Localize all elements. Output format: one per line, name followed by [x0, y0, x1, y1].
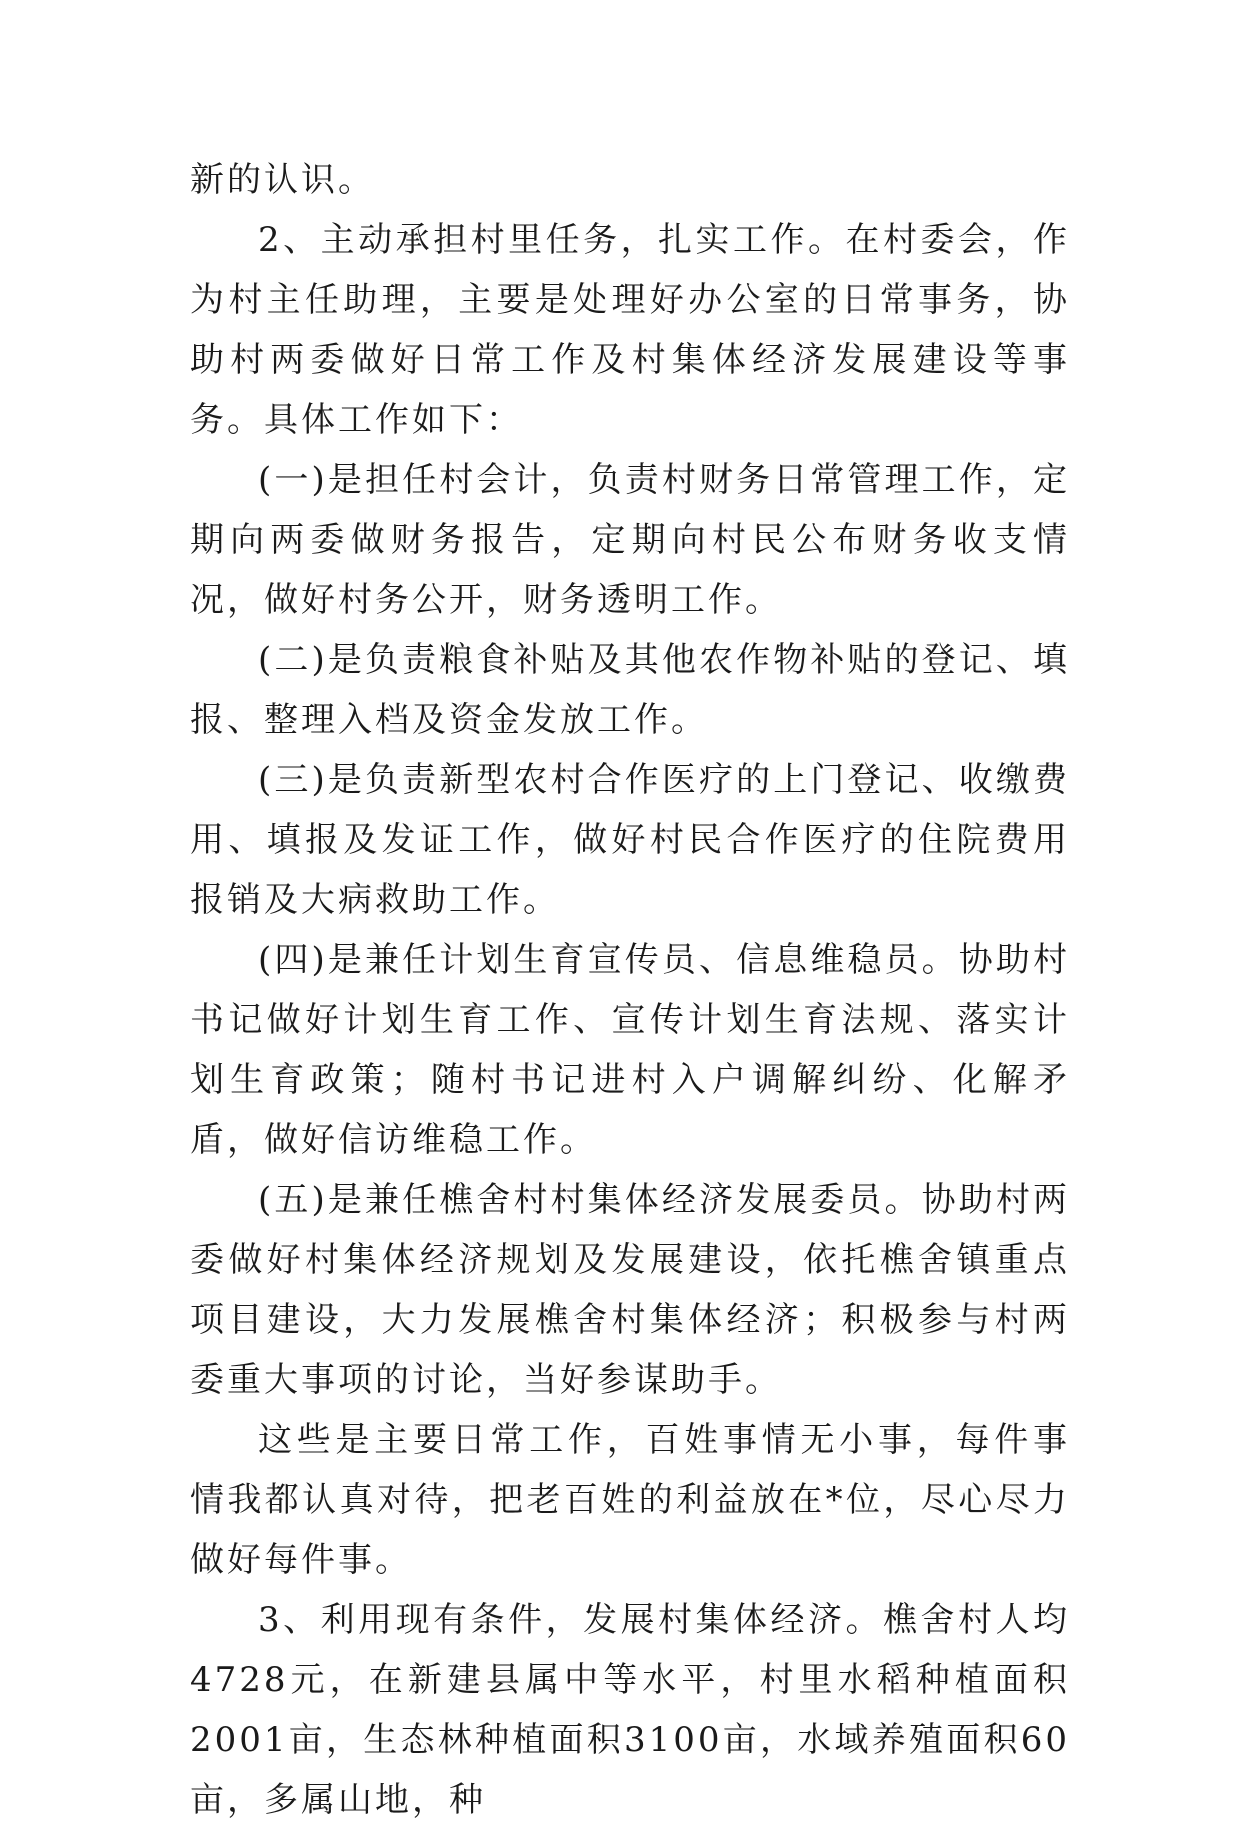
paragraph-6: (五)是兼任樵舍村村集体经济发展委员。协助村两委做好村集体经济规划及发展建设，依托樵舍镇重点项目建设，大力发展樵舍村集体经济；积极参与村两委重大事项的讨论，当好参谋助手。 [190, 1180, 1070, 1400]
paragraph-4: (三)是负责新型农村合作医疗的上门登记、收缴费用、填报及发证工作，做好村民合作医疗的住院费用报销及大病救助工作。 [190, 760, 1070, 920]
paragraph-5: (四)是兼任计划生育宣传员、信息维稳员。协助村书记做好计划生育工作、宣传计划生育法规、落实计划生育政策；随村书记进村入户调解纠纷、化解矛盾，做好信访维稳工作。 [190, 940, 1070, 1160]
paragraph-0: 新的认识。 [190, 160, 375, 200]
paragraph-3: (二)是负责粮食补贴及其他农作物补贴的登记、填报、整理入档及资金发放工作。 [190, 640, 1070, 740]
document-body [190, 150, 1070, 1830]
paragraph-1: 2、主动承担村里任务，扎实工作。在村委会，作为村主任助理，主要是处理好办公室的日常事务，协助村两委做好日常工作及村集体经济发展建设等事务。具体工作如下： [190, 220, 1070, 440]
paragraph-2: (一)是担任村会计，负责村财务日常管理工作，定期向两委做财务报告，定期向村民公布财务收支情况，做好村务公开，财务透明工作。 [190, 460, 1070, 620]
paragraph-8: 3、利用现有条件，发展村集体经济。樵舍村人均4728元，在新建县属中等水平，村里水稻种植面积2001亩，生态林种植面积3100亩，水域养殖面积60亩，多属山地，种 [190, 1600, 1070, 1820]
paragraph-7: 这些是主要日常工作，百姓事情无小事，每件事情我都认真对待，把老百姓的利益放在*位，尽心尽力做好每件事。 [190, 1420, 1070, 1580]
